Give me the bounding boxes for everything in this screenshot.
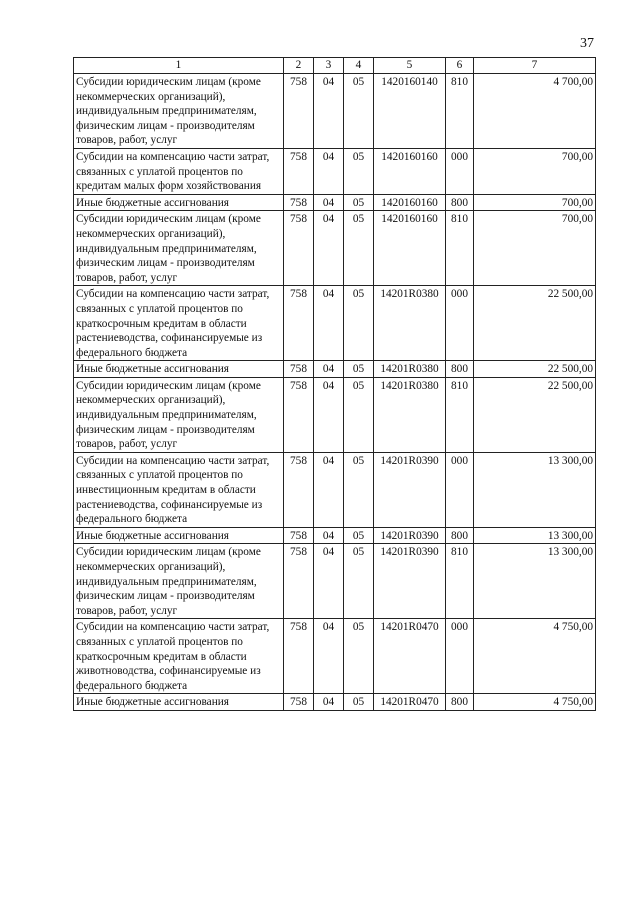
header-cell: 5: [374, 58, 446, 74]
expense-type-cell: 800: [446, 694, 474, 711]
row-name-cell: Иные бюджетные ассигнования: [74, 194, 284, 211]
subsection-code-cell: 05: [344, 377, 374, 452]
row-name-cell: Субсидии на компенсацию части затрат, связанных с уплатой процентов по краткосрочным кредитам в области животноводства, софинансируемые из федерального бюджета: [74, 619, 284, 694]
expense-type-cell: 810: [446, 211, 474, 286]
target-article-cell: 1420160140: [374, 74, 446, 149]
target-article-cell: 14201R0470: [374, 619, 446, 694]
row-name-cell: Иные бюджетные ассигнования: [74, 361, 284, 378]
subsection-code-cell: 05: [344, 74, 374, 149]
section-code-cell: 04: [314, 211, 344, 286]
subsection-code-cell: 05: [344, 619, 374, 694]
table-row: [74, 527, 596, 544]
expense-type-cell: 800: [446, 527, 474, 544]
table-header-row: [74, 58, 596, 74]
amount-cell: 4 750,00: [474, 619, 596, 694]
section-code-cell: 04: [314, 194, 344, 211]
row-name-cell: Субсидии юридическим лицам (кроме некоммерческих организаций), индивидуальным предпринимателям, физическим лицам - производителям товаров, работ, услуг: [74, 211, 284, 286]
table-row: [74, 619, 596, 694]
table-row: [74, 452, 596, 527]
ministry-code-cell: 758: [284, 194, 314, 211]
amount-cell: 13 300,00: [474, 452, 596, 527]
target-article-cell: 1420160160: [374, 194, 446, 211]
section-code-cell: 04: [314, 377, 344, 452]
expense-type-cell: 000: [446, 286, 474, 361]
table-row: [74, 544, 596, 619]
section-code-cell: 04: [314, 527, 344, 544]
subsection-code-cell: 05: [344, 286, 374, 361]
row-name-cell: Субсидии на компенсацию части затрат, связанных с уплатой процентов по инвестиционным кредитам в области растениеводства, софинансируемые из федерального бюджета: [74, 452, 284, 527]
subsection-code-cell: 05: [344, 452, 374, 527]
section-code-cell: 04: [314, 694, 344, 711]
ministry-code-cell: 758: [284, 148, 314, 194]
ministry-code-cell: 758: [284, 527, 314, 544]
section-code-cell: 04: [314, 74, 344, 149]
target-article-cell: 14201R0380: [374, 377, 446, 452]
table-row: [74, 377, 596, 452]
amount-cell: 4 700,00: [474, 74, 596, 149]
target-article-cell: 14201R0380: [374, 361, 446, 378]
subsection-code-cell: 05: [344, 148, 374, 194]
expense-type-cell: 000: [446, 619, 474, 694]
target-article-cell: 14201R0470: [374, 694, 446, 711]
section-code-cell: 04: [314, 544, 344, 619]
target-article-cell: 14201R0380: [374, 286, 446, 361]
subsection-code-cell: 05: [344, 527, 374, 544]
ministry-code-cell: 758: [284, 694, 314, 711]
ministry-code-cell: 758: [284, 619, 314, 694]
section-code-cell: 04: [314, 148, 344, 194]
expense-type-cell: 000: [446, 452, 474, 527]
amount-cell: 22 500,00: [474, 286, 596, 361]
header-cell: 6: [446, 58, 474, 74]
amount-cell: 22 500,00: [474, 361, 596, 378]
table-row: [74, 148, 596, 194]
subsection-code-cell: 05: [344, 694, 374, 711]
table-row: [74, 286, 596, 361]
amount-cell: 700,00: [474, 194, 596, 211]
ministry-code-cell: 758: [284, 211, 314, 286]
row-name-cell: Иные бюджетные ассигнования: [74, 694, 284, 711]
row-name-cell: Субсидии юридическим лицам (кроме некоммерческих организаций), индивидуальным предпринимателям, физическим лицам - производителям товаров, работ, услуг: [74, 377, 284, 452]
row-name-cell: Субсидии юридическим лицам (кроме некоммерческих организаций), индивидуальным предпринимателям, физическим лицам - производителям товаров, работ, услуг: [74, 74, 284, 149]
subsection-code-cell: 05: [344, 211, 374, 286]
header-cell: 7: [474, 58, 596, 74]
subsection-code-cell: 05: [344, 194, 374, 211]
amount-cell: 700,00: [474, 148, 596, 194]
ministry-code-cell: 758: [284, 544, 314, 619]
table-row: [74, 694, 596, 711]
target-article-cell: 14201R0390: [374, 544, 446, 619]
budget-table: [73, 57, 596, 711]
expense-type-cell: 810: [446, 74, 474, 149]
subsection-code-cell: 05: [344, 361, 374, 378]
ministry-code-cell: 758: [284, 452, 314, 527]
target-article-cell: 1420160160: [374, 148, 446, 194]
table-row: [74, 361, 596, 378]
amount-cell: 4 750,00: [474, 694, 596, 711]
amount-cell: 13 300,00: [474, 527, 596, 544]
header-cell: 4: [344, 58, 374, 74]
expense-type-cell: 810: [446, 544, 474, 619]
subsection-code-cell: 05: [344, 544, 374, 619]
table-row: [74, 194, 596, 211]
ministry-code-cell: 758: [284, 74, 314, 149]
amount-cell: 700,00: [474, 211, 596, 286]
amount-cell: 22 500,00: [474, 377, 596, 452]
header-cell: 1: [74, 58, 284, 74]
section-code-cell: 04: [314, 286, 344, 361]
section-code-cell: 04: [314, 619, 344, 694]
target-article-cell: 1420160160: [374, 211, 446, 286]
header-cell: 2: [284, 58, 314, 74]
row-name-cell: Субсидии на компенсацию части затрат, связанных с уплатой процентов по краткосрочным кредитам в области растениеводства, софинансируемые из федерального бюджета: [74, 286, 284, 361]
header-cell: 3: [314, 58, 344, 74]
table-row: [74, 74, 596, 149]
ministry-code-cell: 758: [284, 286, 314, 361]
row-name-cell: Иные бюджетные ассигнования: [74, 527, 284, 544]
row-name-cell: Субсидии на компенсацию части затрат, связанных с уплатой процентов по кредитам малых форм хозяйствования: [74, 148, 284, 194]
section-code-cell: 04: [314, 361, 344, 378]
target-article-cell: 14201R0390: [374, 527, 446, 544]
amount-cell: 13 300,00: [474, 544, 596, 619]
target-article-cell: 14201R0390: [374, 452, 446, 527]
expense-type-cell: 800: [446, 194, 474, 211]
page-number: 37: [580, 36, 594, 51]
expense-type-cell: 800: [446, 361, 474, 378]
table-row: [74, 211, 596, 286]
ministry-code-cell: 758: [284, 361, 314, 378]
row-name-cell: Субсидии юридическим лицам (кроме некоммерческих организаций), индивидуальным предпринимателям, физическим лицам - производителям товаров, работ, услуг: [74, 544, 284, 619]
ministry-code-cell: 758: [284, 377, 314, 452]
section-code-cell: 04: [314, 452, 344, 527]
expense-type-cell: 000: [446, 148, 474, 194]
expense-type-cell: 810: [446, 377, 474, 452]
